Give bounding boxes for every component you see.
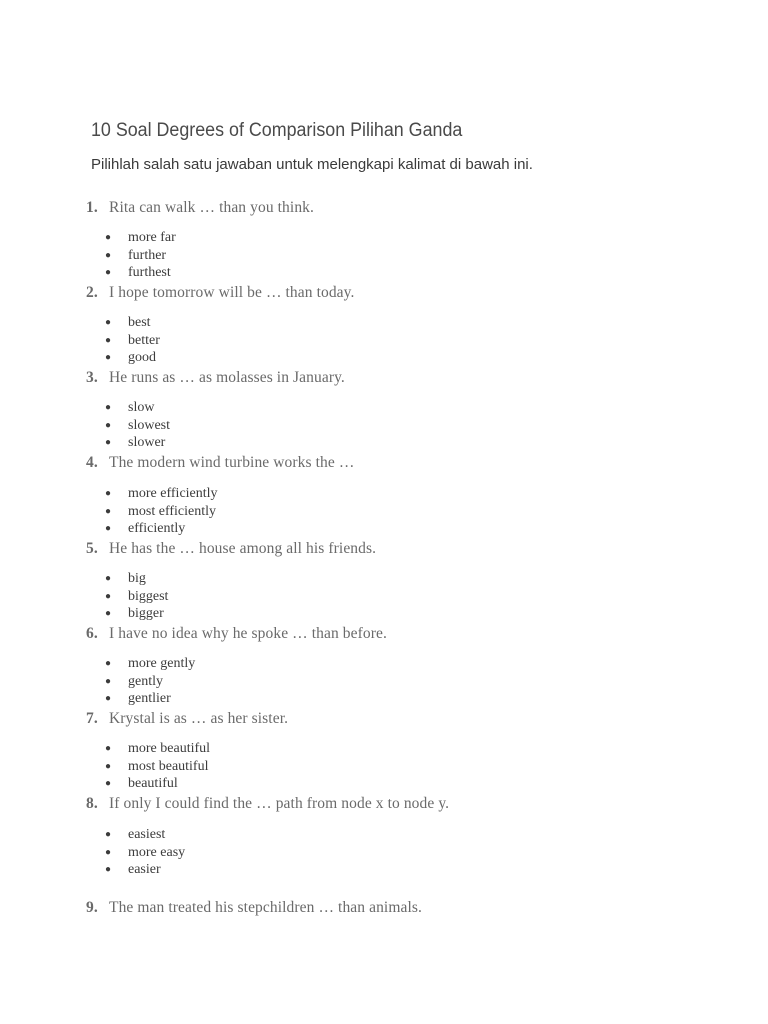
document-title: 10 Soal Degrees of Comparison Pilihan Ganda — [91, 120, 463, 141]
question-5 — [86, 540, 376, 558]
question-4 — [86, 454, 354, 472]
option-item — [104, 740, 210, 758]
bullet-icon: ● — [105, 778, 112, 790]
question-number: 3. — [86, 369, 98, 386]
options-list-8 — [104, 826, 185, 879]
bullet-icon: ● — [105, 829, 112, 840]
question-text: The man treated his stepchildren … than animals. — [109, 899, 422, 916]
question-number: 1. — [86, 199, 98, 216]
option-text: slow — [128, 400, 155, 415]
question-text: The modern wind turbine works the … — [109, 454, 355, 471]
option-text: easier — [128, 862, 161, 878]
option-text: further — [128, 247, 167, 263]
option-item — [104, 570, 168, 588]
bullet-icon: ● — [105, 249, 112, 261]
options-list-3 — [104, 399, 170, 452]
question-6 — [86, 625, 387, 643]
option-item — [104, 775, 210, 793]
option-text: big — [128, 571, 146, 586]
option-item — [104, 520, 218, 538]
bullet-icon: ● — [105, 760, 112, 772]
option-text: more beautiful — [128, 741, 211, 756]
bullet-icon: ● — [105, 437, 112, 449]
option-text: most efficiently — [128, 503, 216, 519]
bullet-icon: ● — [105, 488, 112, 499]
option-item — [104, 247, 176, 265]
question-text: He runs as … as molasses in January. — [109, 369, 345, 386]
option-text: gentlier — [128, 691, 171, 707]
question-number: 2. — [86, 284, 98, 301]
question-7 — [86, 710, 288, 728]
option-text: more gently — [128, 656, 196, 671]
bullet-icon: ● — [105, 402, 112, 413]
bullet-icon: ● — [105, 419, 112, 431]
question-text: I have no idea why he spoke … than before. — [109, 625, 387, 642]
bullet-icon: ● — [105, 590, 112, 602]
question-text: Rita can walk … than you think. — [109, 199, 314, 216]
option-item — [104, 264, 176, 282]
option-text: slowest — [128, 417, 170, 433]
option-text: efficiently — [128, 521, 186, 537]
bullet-icon: ● — [105, 658, 112, 669]
option-item — [104, 417, 170, 435]
options-list-2 — [104, 314, 160, 367]
question-text: I hope tomorrow will be … than today. — [109, 284, 355, 301]
bullet-icon: ● — [105, 573, 112, 584]
options-list-1 — [104, 229, 176, 282]
option-item — [104, 434, 170, 452]
option-item — [104, 826, 185, 844]
option-item — [104, 673, 195, 691]
option-text: better — [128, 332, 160, 348]
question-8 — [86, 795, 449, 813]
option-text: gently — [128, 673, 163, 689]
option-item — [104, 314, 160, 332]
options-list-7 — [104, 740, 210, 793]
bullet-icon: ● — [105, 846, 112, 858]
options-list-4 — [104, 485, 218, 538]
option-item — [104, 485, 218, 503]
question-number: 4. — [86, 454, 98, 471]
option-text: good — [128, 350, 156, 366]
bullet-icon: ● — [105, 743, 112, 754]
option-item — [104, 349, 160, 367]
question-number: 5. — [86, 540, 98, 557]
bullet-icon: ● — [105, 232, 112, 243]
option-item — [104, 655, 195, 673]
option-item — [104, 844, 185, 862]
options-list-5 — [104, 570, 168, 623]
option-text: slower — [128, 435, 166, 451]
question-text: He has the … house among all his friends. — [109, 540, 377, 557]
question-text: Krystal is as … as her sister. — [109, 710, 289, 727]
bullet-icon: ● — [105, 352, 112, 364]
option-text: beautiful — [128, 776, 178, 792]
question-2 — [86, 284, 354, 302]
option-text: more easy — [128, 844, 186, 860]
option-text: most beautiful — [128, 758, 209, 774]
bullet-icon: ● — [105, 334, 112, 346]
option-item — [104, 332, 160, 350]
option-item — [104, 861, 185, 879]
question-9 — [86, 899, 422, 917]
options-list-6 — [104, 655, 195, 708]
question-number: 7. — [86, 710, 98, 727]
option-text: furthest — [128, 265, 171, 281]
option-item — [104, 229, 176, 247]
option-item — [104, 690, 195, 708]
bullet-icon: ● — [105, 693, 112, 705]
option-item — [104, 399, 170, 417]
option-item — [104, 758, 210, 776]
option-text: easiest — [128, 827, 166, 842]
bullet-icon: ● — [105, 317, 112, 328]
bullet-icon: ● — [105, 608, 112, 620]
option-text: bigger — [128, 606, 164, 622]
option-text: best — [128, 315, 151, 330]
option-item — [104, 605, 168, 623]
bullet-icon: ● — [105, 505, 112, 517]
instructions: Pilihlah salah satu jawaban untuk melengkapi kalimat di bawah ini. — [91, 156, 533, 173]
question-number: 8. — [86, 795, 98, 812]
question-number: 6. — [86, 625, 98, 642]
question-number: 9. — [86, 899, 98, 916]
bullet-icon: ● — [105, 864, 112, 876]
bullet-icon: ● — [105, 523, 112, 535]
option-text: more efficiently — [128, 486, 218, 501]
option-item — [104, 588, 168, 606]
option-item — [104, 503, 218, 521]
question-1 — [86, 199, 314, 217]
question-3 — [86, 369, 345, 387]
question-text: If only I could find the … path from node x to node y. — [109, 795, 450, 812]
bullet-icon: ● — [105, 675, 112, 687]
bullet-icon: ● — [105, 267, 112, 279]
option-text: biggest — [128, 588, 169, 604]
option-text: more far — [128, 230, 176, 245]
